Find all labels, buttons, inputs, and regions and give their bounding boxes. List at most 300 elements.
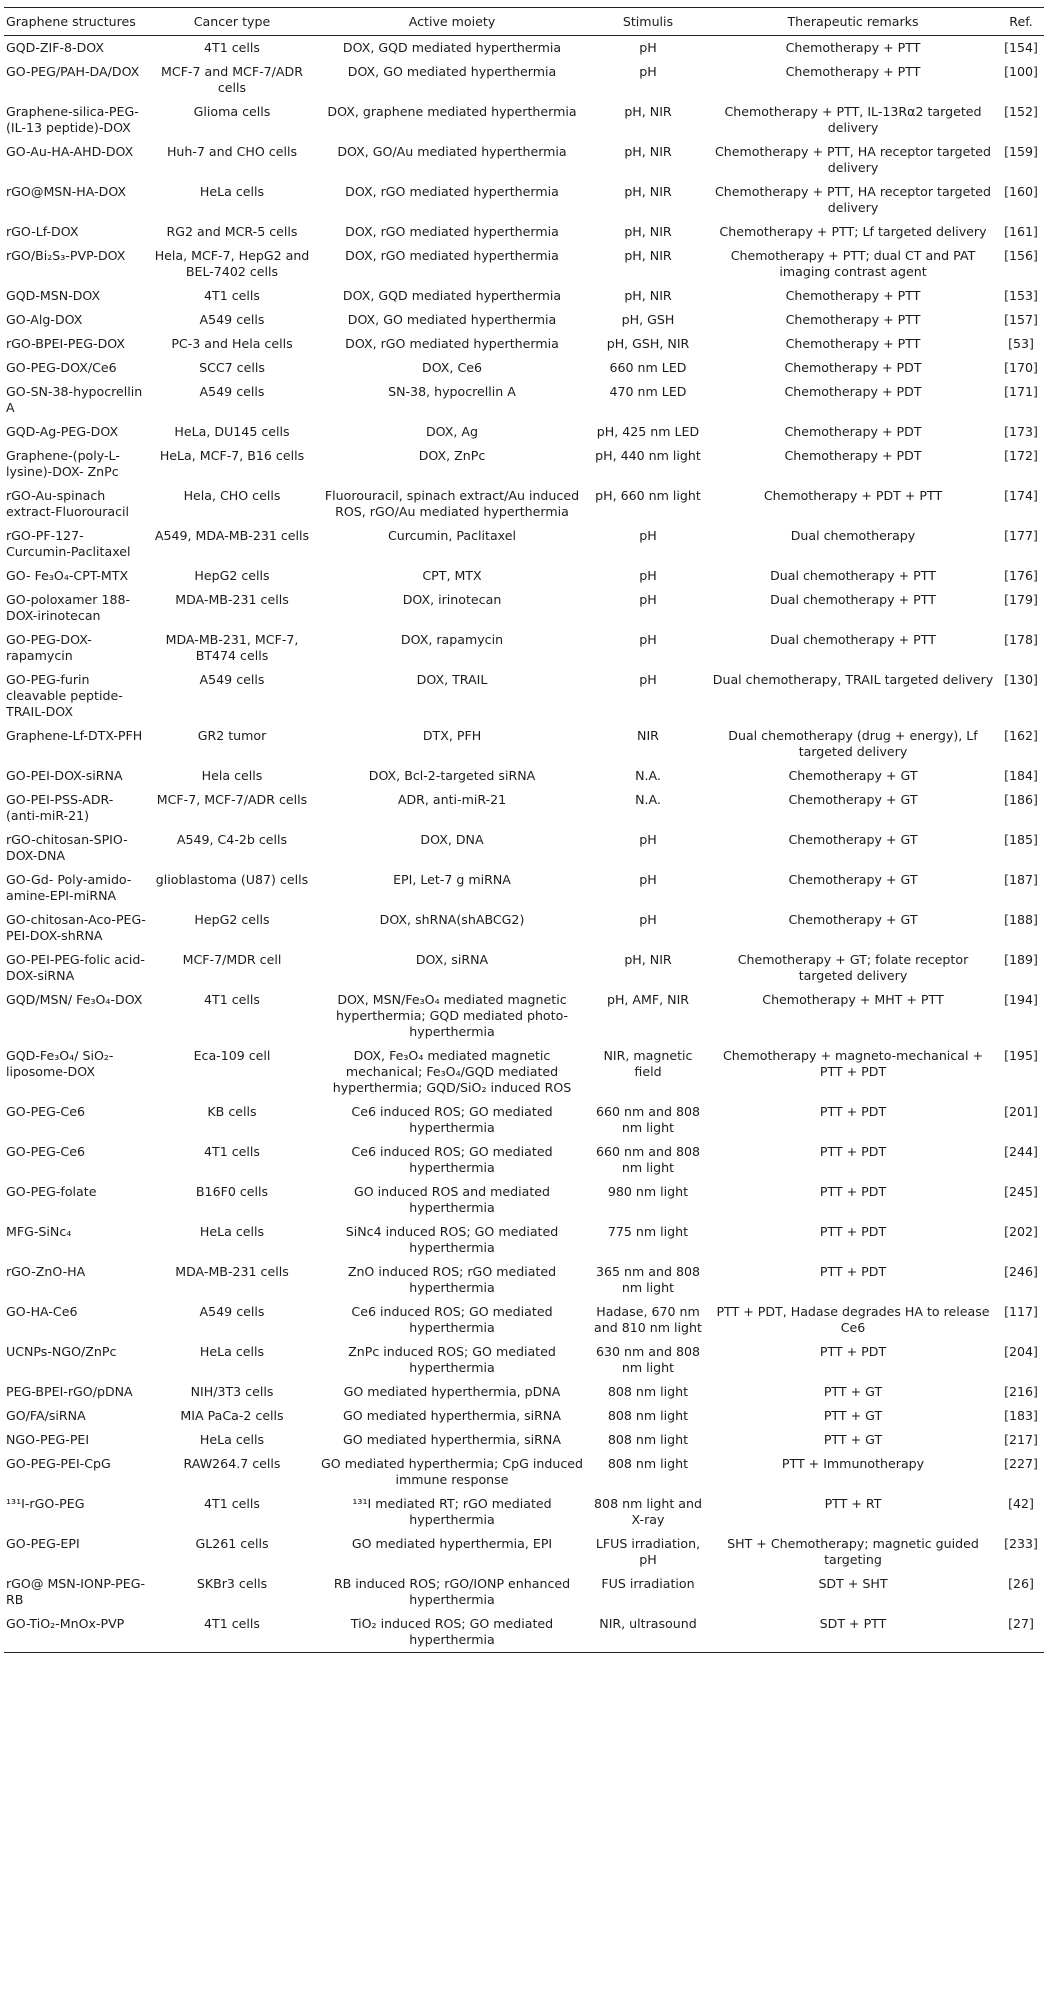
cell-graphene-structure: GO-PEG-PEI-CpG	[6, 1456, 111, 1471]
cell-stimulus: pH	[639, 40, 657, 55]
cell-active-moiety: Curcumin, Paclitaxel	[388, 528, 516, 543]
cell-stimulus: 660 nm LED	[609, 360, 687, 375]
cell-stimulus: pH, 425 nm LED	[596, 424, 700, 439]
cell-graphene-structure: GQD-ZIF-8-DOX	[6, 40, 105, 55]
cell-graphene-structure: rGO/Bi₂S₃-PVP-DOX	[6, 248, 126, 263]
cell-active-moiety: Fluorouracil, spinach extract/Au induced ROS, rGO/Au mediated hyperthermia	[324, 488, 580, 519]
cell-cancer-type: MCF-7 and MCF-7/ADR cells	[161, 64, 303, 95]
col-header-cancer-type: Cancer type	[193, 13, 271, 29]
cell-therapeutic-remarks: Chemotherapy + PDT + PTT	[763, 488, 943, 503]
cell-active-moiety: DOX, TRAIL	[416, 672, 488, 687]
cell-graphene-structure: GQD-Ag-PEG-DOX	[6, 424, 119, 439]
cell-stimulus: 808 nm light and X-ray	[594, 1496, 702, 1527]
cell-ref: [244]	[1004, 1144, 1038, 1159]
cell-stimulus: 808 nm light	[607, 1408, 689, 1423]
cell-active-moiety: DOX, GO mediated hyperthermia	[347, 312, 557, 327]
cell-stimulus: pH, 440 nm light	[595, 448, 701, 463]
cell-therapeutic-remarks: Chemotherapy + PTT	[785, 40, 921, 55]
cell-active-moiety: DOX, shRNA(shABCG2)	[379, 912, 525, 927]
cell-ref: [195]	[1004, 1048, 1038, 1063]
cell-active-moiety: DOX, Ag	[425, 424, 479, 439]
col-header-therapeutic-remarks: Therapeutic remarks	[787, 13, 919, 29]
cell-stimulus: pH, NIR	[624, 224, 672, 239]
cell-active-moiety: DOX, Ce6	[422, 360, 482, 375]
table-row	[4, 1452, 1044, 1492]
cell-stimulus: pH	[639, 64, 657, 79]
cell-cancer-type: MDA-MB-231 cells	[175, 592, 289, 607]
cell-cancer-type: RAW264.7 cells	[183, 1456, 281, 1471]
cell-graphene-structure: rGO-chitosan-SPIO-DOX-DNA	[6, 832, 128, 863]
cell-therapeutic-remarks: Chemotherapy + GT; folate receptor targeted delivery	[737, 952, 969, 983]
cell-active-moiety: CPT, MTX	[422, 568, 482, 583]
header-row	[4, 8, 1044, 36]
cell-active-moiety: DOX, GQD mediated hyperthermia	[342, 40, 562, 55]
cell-cancer-type: 4T1 cells	[204, 992, 260, 1007]
cell-ref: [171]	[1004, 384, 1038, 399]
table-row	[4, 764, 1044, 788]
cell-graphene-structure: GO-SN-38-hypocrellin A	[6, 384, 143, 415]
cell-graphene-structure: PEG-BPEI-rGO/pDNA	[6, 1384, 133, 1399]
cell-cancer-type: 4T1 cells	[204, 1616, 260, 1631]
cell-active-moiety: ADR, anti-miR-21	[397, 792, 507, 807]
table-row	[4, 588, 1044, 628]
cell-active-moiety: DOX, GO mediated hyperthermia	[347, 64, 557, 79]
cell-graphene-structure: GO-PEG-furin cleavable peptide-TRAIL-DOX	[6, 672, 123, 719]
table-row	[4, 140, 1044, 180]
cell-therapeutic-remarks: PTT + PDT	[819, 1344, 887, 1359]
table-row	[4, 1140, 1044, 1180]
cell-stimulus: 808 nm light	[607, 1456, 689, 1471]
cell-stimulus: pH	[639, 528, 657, 543]
col-header-ref: Ref.	[1009, 13, 1033, 29]
cell-graphene-structure: GO-PEG-EPI	[6, 1536, 80, 1551]
cell-ref: [156]	[1004, 248, 1038, 263]
table-row	[4, 868, 1044, 908]
cell-cancer-type: MCF-7/MDR cell	[182, 952, 282, 967]
cell-active-moiety: DOX, ZnPc	[418, 448, 486, 463]
cell-graphene-structure: GO-PEG-Ce6	[6, 1144, 85, 1159]
cell-therapeutic-remarks: Chemotherapy + PTT; Lf targeted delivery	[719, 224, 987, 239]
table-row	[4, 420, 1044, 444]
cell-stimulus: NIR	[637, 728, 659, 743]
cell-stimulus: 660 nm and 808 nm light	[595, 1144, 701, 1175]
cell-active-moiety: GO mediated hyperthermia; CpG induced immune response	[321, 1456, 583, 1487]
cell-therapeutic-remarks: Chemotherapy + MHT + PTT	[762, 992, 944, 1007]
cell-ref: [177]	[1004, 528, 1038, 543]
cell-therapeutic-remarks: PTT + PDT	[819, 1184, 887, 1199]
cell-active-moiety: DOX, rGO mediated hyperthermia	[345, 224, 559, 239]
cell-graphene-structure: rGO-Lf-DOX	[6, 224, 79, 239]
cell-therapeutic-remarks: PTT + PDT	[819, 1144, 887, 1159]
cell-ref: [184]	[1004, 768, 1038, 783]
cell-therapeutic-remarks: Dual chemotherapy + PTT	[770, 568, 936, 583]
cell-therapeutic-remarks: SDT + PTT	[819, 1616, 887, 1631]
cell-cancer-type: HeLa cells	[199, 1344, 265, 1359]
cell-ref: [227]	[1004, 1456, 1038, 1471]
cell-stimulus: 660 nm and 808 nm light	[595, 1104, 701, 1135]
cell-ref: [194]	[1004, 992, 1038, 1007]
cell-cancer-type: Eca-109 cell	[193, 1048, 271, 1063]
cell-therapeutic-remarks: Chemotherapy + PTT	[785, 336, 921, 351]
cell-graphene-structure: rGO-Au-spinach extract-Fluorouracil	[6, 488, 130, 519]
cell-ref: [53]	[1008, 336, 1034, 351]
table-row	[4, 1428, 1044, 1452]
cell-ref: [216]	[1004, 1384, 1038, 1399]
table-row	[4, 828, 1044, 868]
cell-active-moiety: DOX, MSN/Fe₃O₄ mediated magnetic hyperthermia; GQD mediated photo- hyperthermia	[335, 992, 569, 1039]
table-row	[4, 444, 1044, 484]
cell-ref: [159]	[1004, 144, 1038, 159]
cell-ref: [174]	[1004, 488, 1038, 503]
cell-ref: [161]	[1004, 224, 1038, 239]
table-row	[4, 308, 1044, 332]
cell-cancer-type: SKBr3 cells	[196, 1576, 268, 1591]
cell-ref: [160]	[1004, 184, 1038, 199]
cell-active-moiety: GO mediated hyperthermia, pDNA	[343, 1384, 561, 1399]
cell-active-moiety: Ce6 induced ROS; GO mediated hyperthermia	[351, 1104, 553, 1135]
cell-ref: [117]	[1004, 1304, 1038, 1319]
cell-ref: [162]	[1004, 728, 1038, 743]
cell-graphene-structure: GQD/MSN/ Fe₃O₄-DOX	[6, 992, 143, 1007]
cell-therapeutic-remarks: Chemotherapy + PDT	[784, 424, 922, 439]
table-body	[4, 36, 1044, 1653]
cell-graphene-structure: ¹³¹I-rGO-PEG	[6, 1496, 85, 1511]
cell-cancer-type: HeLa cells	[199, 1432, 265, 1447]
cell-therapeutic-remarks: Chemotherapy + PTT; dual CT and PAT imaging contrast agent	[730, 248, 976, 279]
cell-graphene-structure: MFG-SiNc₄	[6, 1224, 72, 1239]
cell-active-moiety: DOX, rGO mediated hyperthermia	[345, 248, 559, 263]
cell-graphene-structure: GO-Alg-DOX	[6, 312, 83, 327]
table-header	[4, 8, 1044, 36]
cell-active-moiety: DOX, DNA	[420, 832, 484, 847]
cell-stimulus: pH	[639, 672, 657, 687]
table-row	[4, 1492, 1044, 1532]
cell-cancer-type: Hela cells	[201, 768, 263, 783]
cell-stimulus: NIR, magnetic field	[603, 1048, 693, 1079]
cell-therapeutic-remarks: Chemotherapy + GT	[788, 872, 918, 887]
cell-therapeutic-remarks: Chemotherapy + PDT	[784, 384, 922, 399]
table-row	[4, 180, 1044, 220]
cell-stimulus: 630 nm and 808 nm light	[595, 1344, 701, 1375]
cell-cancer-type: A549 cells	[199, 312, 265, 327]
cell-active-moiety: DOX, GQD mediated hyperthermia	[342, 288, 562, 303]
cell-cancer-type: A549, C4-2b cells	[176, 832, 288, 847]
cell-active-moiety: DOX, irinotecan	[402, 592, 502, 607]
table-row	[4, 948, 1044, 988]
cell-stimulus: pH, NIR	[624, 144, 672, 159]
table-row	[4, 1300, 1044, 1340]
cell-stimulus: pH, NIR	[624, 248, 672, 263]
cell-active-moiety: GO mediated hyperthermia, EPI	[351, 1536, 553, 1551]
cell-active-moiety: RB induced ROS; rGO/IONP enhanced hyperthermia	[333, 1576, 571, 1607]
cell-cancer-type: RG2 and MCR-5 cells	[166, 224, 298, 239]
cell-therapeutic-remarks: Dual chemotherapy + PTT	[770, 592, 936, 607]
cell-graphene-structure: GO-PEI-PSS-ADR-(anti-miR-21)	[6, 792, 114, 823]
table-row	[4, 380, 1044, 420]
cell-stimulus: LFUS irradiation, pH	[595, 1536, 701, 1567]
cell-cancer-type: KB cells	[207, 1104, 257, 1119]
cell-ref: [246]	[1004, 1264, 1038, 1279]
cell-cancer-type: MIA PaCa-2 cells	[180, 1408, 284, 1423]
col-header-stimulis: Stimulis	[622, 13, 674, 29]
cell-cancer-type: HeLa cells	[199, 1224, 265, 1239]
table-row	[4, 1044, 1044, 1100]
table-row	[4, 1100, 1044, 1140]
cell-graphene-structure: rGO-BPEI-PEG-DOX	[6, 336, 126, 351]
cell-active-moiety: SN-38, hypocrellin A	[388, 384, 516, 399]
cell-active-moiety: DOX, rapamycin	[400, 632, 504, 647]
cell-graphene-structure: rGO-PF-127-Curcumin-Paclitaxel	[6, 528, 131, 559]
table-row	[4, 668, 1044, 724]
cell-stimulus: N.A.	[635, 768, 661, 783]
cell-active-moiety: DOX, siRNA	[415, 952, 489, 967]
cell-therapeutic-remarks: PTT + PDT	[819, 1264, 887, 1279]
cell-stimulus: pH	[639, 592, 657, 607]
table-row	[4, 1340, 1044, 1380]
cell-cancer-type: HeLa cells	[199, 184, 265, 199]
cell-therapeutic-remarks: PTT + GT	[823, 1408, 883, 1423]
table-row	[4, 1220, 1044, 1260]
table-row	[4, 1532, 1044, 1572]
cell-ref: [186]	[1004, 792, 1038, 807]
cell-active-moiety: GO mediated hyperthermia, siRNA	[343, 1432, 561, 1447]
cell-therapeutic-remarks: Dual chemotherapy	[790, 528, 916, 543]
cell-graphene-structure: GO-TiO₂-MnOx-PVP	[6, 1616, 125, 1631]
cell-ref: [188]	[1004, 912, 1038, 927]
cell-cancer-type: HeLa, MCF-7, B16 cells	[159, 448, 305, 463]
cell-stimulus: 808 nm light	[607, 1384, 689, 1399]
cell-stimulus: pH	[639, 872, 657, 887]
table-row	[4, 1612, 1044, 1653]
cell-graphene-structure: GO-PEG-Ce6	[6, 1104, 85, 1119]
table-row	[4, 1260, 1044, 1300]
cell-stimulus: 980 nm light	[607, 1184, 689, 1199]
cell-cancer-type: MCF-7, MCF-7/ADR cells	[156, 792, 308, 807]
cell-ref: [152]	[1004, 104, 1038, 119]
cell-therapeutic-remarks: Chemotherapy + PTT, HA receptor targeted delivery	[714, 144, 992, 175]
table-row	[4, 36, 1044, 61]
cell-stimulus: Hadase, 670 nm and 810 nm light	[594, 1304, 702, 1335]
table-row	[4, 788, 1044, 828]
cell-therapeutic-remarks: Chemotherapy + PTT	[785, 288, 921, 303]
cell-graphene-structure: GO-PEG-folate	[6, 1184, 97, 1199]
cell-therapeutic-remarks: PTT + GT	[823, 1384, 883, 1399]
cell-therapeutic-remarks: Dual chemotherapy + PTT	[770, 632, 936, 647]
cell-graphene-structure: GO-PEG/PAH-DA/DOX	[6, 64, 140, 79]
cell-ref: [178]	[1004, 632, 1038, 647]
table-row	[4, 60, 1044, 100]
cell-cancer-type: Hela, CHO cells	[183, 488, 281, 503]
cell-graphene-structure: rGO@ MSN-IONP-PEG-RB	[6, 1576, 146, 1607]
cell-cancer-type: 4T1 cells	[204, 40, 260, 55]
cell-ref: [204]	[1004, 1344, 1038, 1359]
cell-cancer-type: Huh-7 and CHO cells	[166, 144, 298, 159]
cell-graphene-structure: GO- Fe₃O₄-CPT-MTX	[6, 568, 129, 583]
cell-ref: [185]	[1004, 832, 1038, 847]
cell-graphene-structure: rGO-ZnO-HA	[6, 1264, 86, 1279]
cell-ref: [189]	[1004, 952, 1038, 967]
cell-cancer-type: B16F0 cells	[195, 1184, 269, 1199]
cell-graphene-structure: rGO@MSN-HA-DOX	[6, 184, 127, 199]
cell-stimulus: pH	[639, 568, 657, 583]
cell-cancer-type: HeLa, DU145 cells	[174, 424, 290, 439]
cell-cancer-type: HepG2 cells	[194, 568, 270, 583]
cell-stimulus: 470 nm LED	[609, 384, 687, 399]
cell-ref: [27]	[1008, 1616, 1034, 1631]
cell-ref: [42]	[1008, 1496, 1034, 1511]
cell-stimulus: FUS irradiation	[601, 1576, 695, 1591]
cell-ref: [245]	[1004, 1184, 1038, 1199]
cell-active-moiety: GO induced ROS and mediated hyperthermia	[353, 1184, 551, 1215]
cell-ref: [217]	[1004, 1432, 1038, 1447]
cell-cancer-type: SCC7 cells	[199, 360, 265, 375]
cell-graphene-structure: GO-PEI-PEG-folic acid-DOX-siRNA	[6, 952, 145, 983]
table-row	[4, 1380, 1044, 1404]
cell-active-moiety: EPI, Let-7 g miRNA	[393, 872, 511, 887]
cell-graphene-structure: GO-PEG-DOX-rapamycin	[6, 632, 92, 663]
cell-cancer-type: Hela, MCF-7, HepG2 and BEL-7402 cells	[154, 248, 310, 279]
cell-cancer-type: 4T1 cells	[204, 1496, 260, 1511]
cell-active-moiety: Ce6 induced ROS; GO mediated hyperthermia	[351, 1144, 553, 1175]
cell-ref: [202]	[1004, 1224, 1038, 1239]
cell-active-moiety: DOX, GO/Au mediated hyperthermia	[337, 144, 567, 159]
cell-active-moiety: GO mediated hyperthermia, siRNA	[343, 1408, 561, 1423]
cell-stimulus: pH	[639, 912, 657, 927]
table-row	[4, 524, 1044, 564]
cell-therapeutic-remarks: Chemotherapy + PDT	[784, 360, 922, 375]
cell-cancer-type: A549, MDA-MB-231 cells	[154, 528, 310, 543]
table-row	[4, 284, 1044, 308]
cell-ref: [176]	[1004, 568, 1038, 583]
cell-therapeutic-remarks: Chemotherapy + PTT, HA receptor targeted delivery	[714, 184, 992, 215]
cell-stimulus: pH	[639, 632, 657, 647]
cell-active-moiety: ZnO induced ROS; rGO mediated hyperthermia	[347, 1264, 557, 1295]
cell-cancer-type: HepG2 cells	[194, 912, 270, 927]
cell-stimulus: pH, NIR	[624, 288, 672, 303]
cell-cancer-type: GR2 tumor	[197, 728, 267, 743]
col-header-graphene-structures: Graphene structures	[6, 13, 136, 29]
cell-cancer-type: glioblastoma (U87) cells	[155, 872, 309, 887]
col-header-active-moiety: Active moiety	[408, 13, 496, 29]
cell-active-moiety: ¹³¹I mediated RT; rGO mediated hyperthermia	[352, 1496, 552, 1527]
cell-ref: [154]	[1004, 40, 1038, 55]
cell-therapeutic-remarks: PTT + PDT	[819, 1224, 887, 1239]
cell-active-moiety: DOX, Fe₃O₄ mediated magnetic mechanical; Fe₃O₄/GQD mediated hyperthermia; GQD/SiO₂ induced ROS	[332, 1048, 572, 1095]
cell-therapeutic-remarks: PTT + PDT, Hadase degrades HA to release Ce6	[716, 1304, 990, 1335]
table-row	[4, 244, 1044, 284]
cell-cancer-type: GL261 cells	[195, 1536, 269, 1551]
cell-cancer-type: Glioma cells	[193, 104, 271, 119]
cell-graphene-structure: Graphene-Lf-DTX-PFH	[6, 728, 143, 743]
cell-therapeutic-remarks: Chemotherapy + GT	[788, 832, 918, 847]
cell-cancer-type: MDA-MB-231, MCF-7, BT474 cells	[165, 632, 299, 663]
cell-therapeutic-remarks: PTT + GT	[823, 1432, 883, 1447]
cell-therapeutic-remarks: Chemotherapy + GT	[788, 792, 918, 807]
cell-ref: [187]	[1004, 872, 1038, 887]
cell-cancer-type: A549 cells	[199, 672, 265, 687]
cell-graphene-structure: UCNPs-NGO/ZnPc	[6, 1344, 117, 1359]
table-row	[4, 332, 1044, 356]
cell-active-moiety: DOX, rGO mediated hyperthermia	[345, 184, 559, 199]
cell-stimulus: pH, NIR	[624, 104, 672, 119]
cell-ref: [179]	[1004, 592, 1038, 607]
cell-stimulus: 808 nm light	[607, 1432, 689, 1447]
cell-therapeutic-remarks: PTT + RT	[824, 1496, 882, 1511]
cell-active-moiety: DOX, rGO mediated hyperthermia	[345, 336, 559, 351]
cell-cancer-type: A549 cells	[199, 384, 265, 399]
cell-active-moiety: SiNc4 induced ROS; GO mediated hyperthermia	[345, 1224, 559, 1255]
cell-stimulus: pH	[639, 832, 657, 847]
cell-therapeutic-remarks: SHT + Chemotherapy; magnetic guided targeting	[727, 1536, 979, 1567]
cell-therapeutic-remarks: Dual chemotherapy, TRAIL targeted delivery	[712, 672, 994, 687]
cell-ref: [26]	[1008, 1576, 1034, 1591]
table-row	[4, 100, 1044, 140]
cell-cancer-type: MDA-MB-231 cells	[175, 1264, 289, 1279]
cell-cancer-type: 4T1 cells	[204, 1144, 260, 1159]
cell-stimulus: pH, NIR	[624, 952, 672, 967]
cell-graphene-structure: GQD-MSN-DOX	[6, 288, 101, 303]
cell-therapeutic-remarks: Dual chemotherapy (drug + energy), Lf targeted delivery	[728, 728, 978, 759]
cell-therapeutic-remarks: SDT + SHT	[818, 1576, 888, 1591]
cell-stimulus: pH, 660 nm light	[595, 488, 701, 503]
table-row	[4, 220, 1044, 244]
cell-graphene-structure: GQD-Fe₃O₄/ SiO₂-liposome-DOX	[6, 1048, 114, 1079]
cell-cancer-type: A549 cells	[199, 1304, 265, 1319]
graphene-therapy-table	[4, 7, 1044, 1653]
table-row	[4, 628, 1044, 668]
cell-graphene-structure: GO-chitosan-Aco-PEG-PEI-DOX-shRNA	[6, 912, 146, 943]
cell-graphene-structure: Graphene-silica-PEG-(IL-13 peptide)-DOX	[6, 104, 139, 135]
table-row	[4, 484, 1044, 524]
cell-ref: [172]	[1004, 448, 1038, 463]
cell-ref: [201]	[1004, 1104, 1038, 1119]
cell-stimulus: NIR, ultrasound	[599, 1616, 697, 1631]
cell-ref: [130]	[1004, 672, 1038, 687]
cell-active-moiety: DOX, Bcl-2-targeted siRNA	[368, 768, 536, 783]
cell-graphene-structure: GO/FA/siRNA	[6, 1408, 86, 1423]
cell-active-moiety: ZnPc induced ROS; GO mediated hyperthermia	[348, 1344, 556, 1375]
table-row	[4, 564, 1044, 588]
cell-therapeutic-remarks: PTT + PDT	[819, 1104, 887, 1119]
cell-stimulus: pH, GSH, NIR	[606, 336, 690, 351]
cell-graphene-structure: GO-PEI-DOX-siRNA	[6, 768, 123, 783]
cell-therapeutic-remarks: Chemotherapy + PDT	[784, 448, 922, 463]
cell-therapeutic-remarks: Chemotherapy + PTT	[785, 312, 921, 327]
cell-stimulus: N.A.	[635, 792, 661, 807]
cell-graphene-structure: GO-poloxamer 188-DOX-irinotecan	[6, 592, 131, 623]
table-row	[4, 988, 1044, 1044]
table-row	[4, 356, 1044, 380]
cell-ref: [157]	[1004, 312, 1038, 327]
cell-active-moiety: Ce6 induced ROS; GO mediated hyperthermia	[351, 1304, 553, 1335]
cell-stimulus: 775 nm light	[607, 1224, 689, 1239]
cell-ref: [183]	[1004, 1408, 1038, 1423]
cell-active-moiety: DOX, graphene mediated hyperthermia	[327, 104, 577, 119]
cell-ref: [233]	[1004, 1536, 1038, 1551]
cell-therapeutic-remarks: Chemotherapy + GT	[788, 768, 918, 783]
table-row	[4, 908, 1044, 948]
cell-stimulus: 365 nm and 808 nm light	[595, 1264, 701, 1295]
cell-graphene-structure: Graphene-(poly-L-lysine)-DOX- ZnPc	[6, 448, 120, 479]
cell-cancer-type: NIH/3T3 cells	[190, 1384, 274, 1399]
cell-cancer-type: PC-3 and Hela cells	[171, 336, 293, 351]
cell-active-moiety: DTX, PFH	[422, 728, 482, 743]
cell-therapeutic-remarks: Chemotherapy + GT	[788, 912, 918, 927]
cell-graphene-structure: GO-Au-HA-AHD-DOX	[6, 144, 134, 159]
cell-therapeutic-remarks: Chemotherapy + PTT	[785, 64, 921, 79]
cell-ref: [170]	[1004, 360, 1038, 375]
table-row	[4, 724, 1044, 764]
